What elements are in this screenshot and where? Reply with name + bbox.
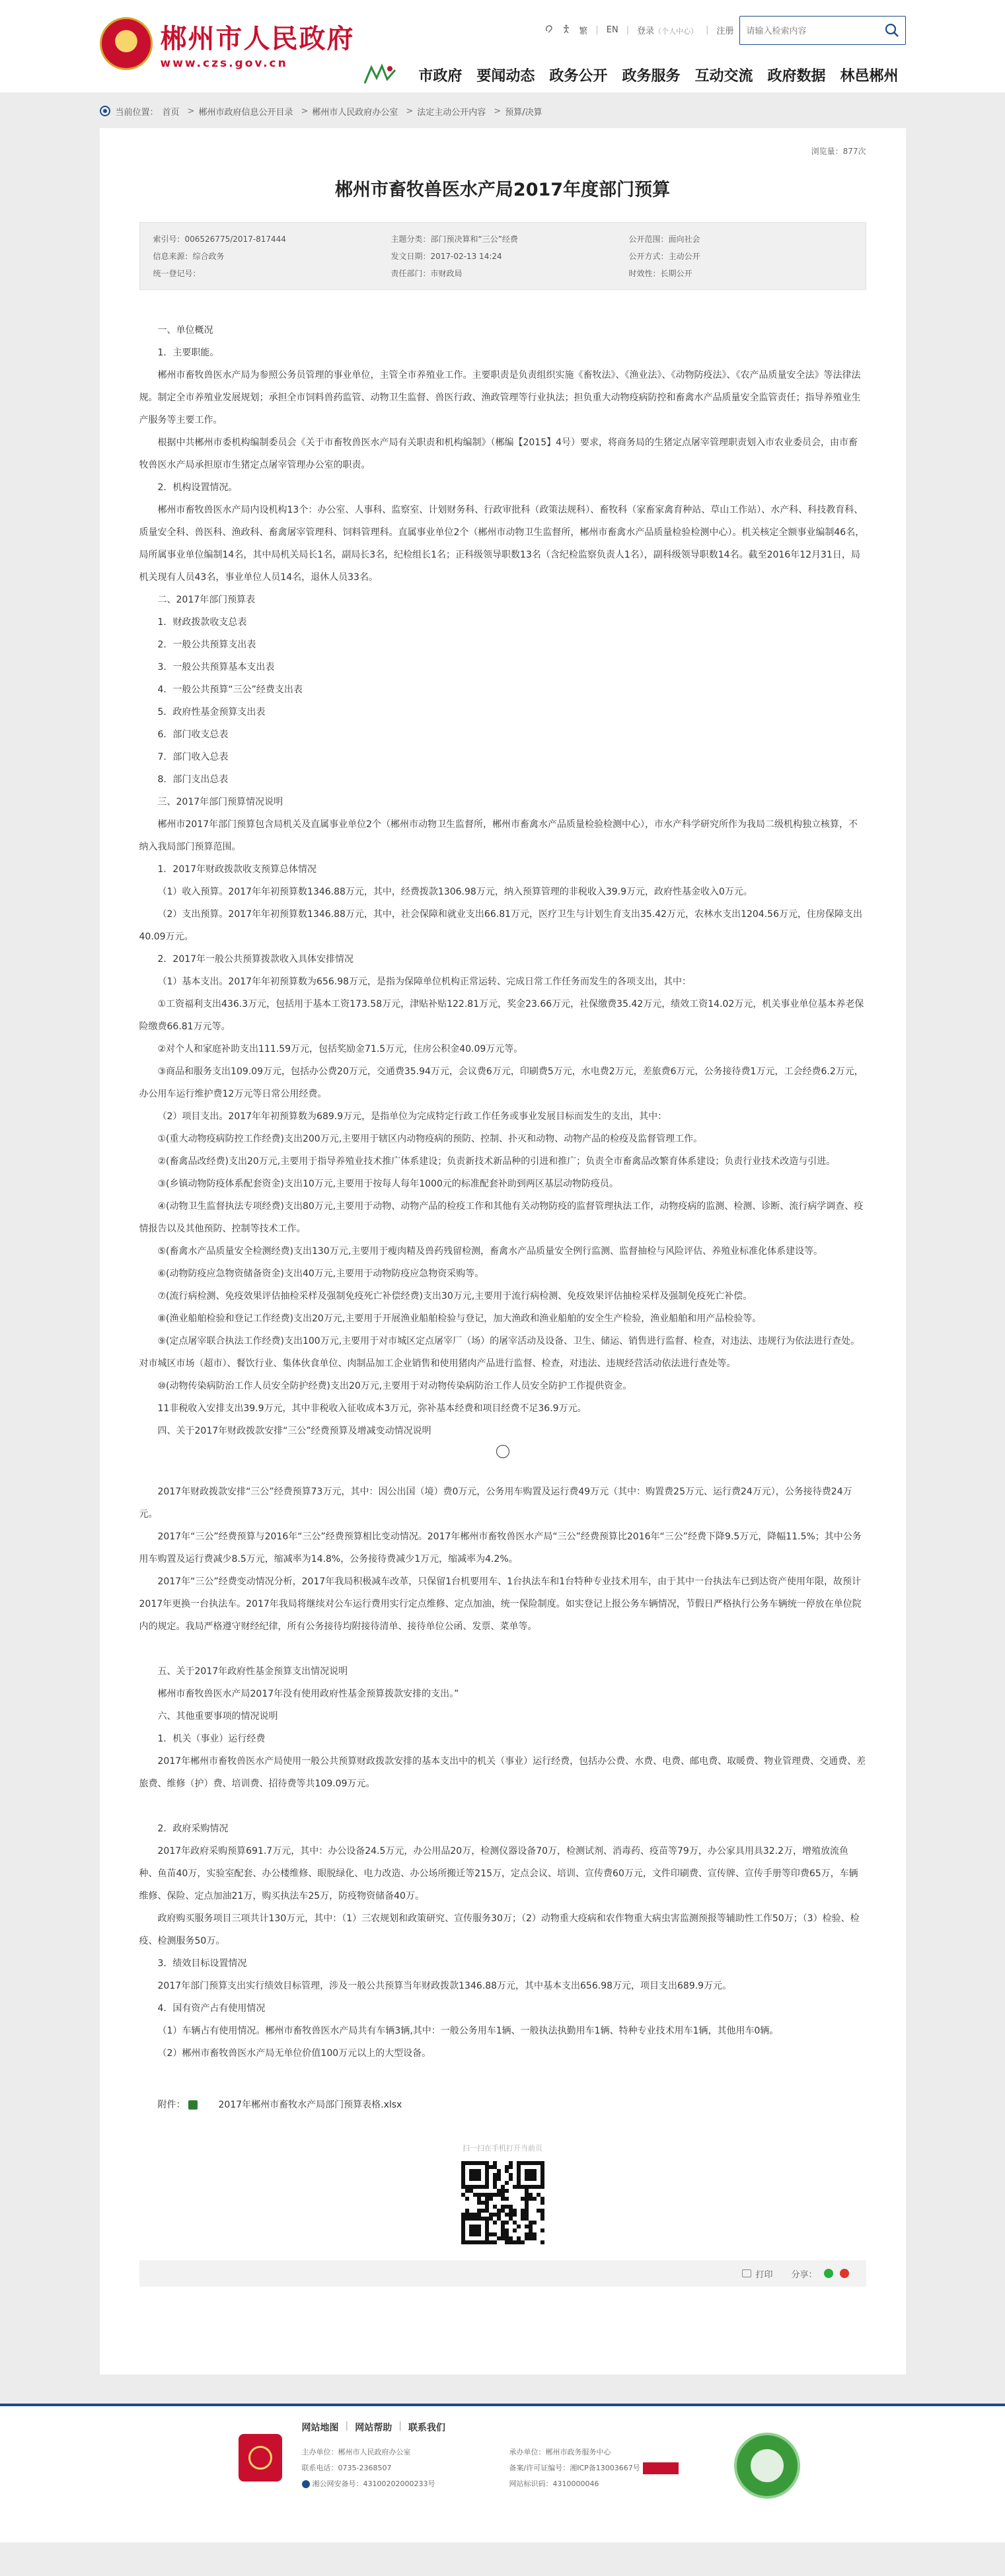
share-group xyxy=(791,2267,848,2280)
article-paragraph: 2017年郴州市畜牧兽医水产局使用一般公共预算财政拨款安排的基本支出中的机关（事业）运行经费，包括办公费、水费、电费、邮电费、取暖费、物业管理费、交通费、差旅费、维修（护）费、培训费、招待费等共109.09万元。 xyxy=(139,1756,866,1789)
view-count: 浏览量：877次 xyxy=(811,147,866,156)
article-paragraph: 1．2017年财政拨款收支预算总体情况 xyxy=(157,864,317,875)
nav-item-linyi[interactable]: 林邑郴州 xyxy=(840,67,899,85)
article-paragraph: ③(乡镇动物防疫体系配套资金)支出10万元,主要用于按每人每年1000元的标准配套补助到两区基层动物防疫员。 xyxy=(157,1179,618,1189)
location-icon xyxy=(100,106,110,116)
article-paragraph: 六、其他重要事项的情况说明 xyxy=(157,1711,278,1722)
breadcrumb: 当前位置： 首页 > 郴州市政府信息公开目录 > 郴州市人民政府办公室 > 法定主动公开内容 > 预算/决算 xyxy=(100,102,906,120)
police-badge-icon xyxy=(302,2480,310,2488)
article-paragraph: 五、关于2017年政府性基金预算支出情况说明 xyxy=(157,1666,348,1677)
attachment-label: 附件： xyxy=(157,2100,186,2110)
article-paragraph: （1）基本支出。2017年年初预算数为656.98万元，是指为保障单位机构正常运转、完成日常工作任务而发生的各项支出，其中： xyxy=(157,976,692,987)
article-paragraph: 5．政府性基金预算支出表 xyxy=(157,707,266,718)
footer-police[interactable]: 湘公网安备号：43100202000233号 xyxy=(312,2480,435,2488)
meta-index-no: 索引号：006526775/2017-817444 xyxy=(153,235,286,244)
article-paragraph: ①工资福利支出436.3万元，包括用于基本工资173.58万元，津贴补贴122.81万元，奖金23.66万元，社保缴费35.42万元，绩效工资14.02万元，机关事业单位基本养老保险缴费66.81万元等。 xyxy=(139,999,864,1032)
breadcrumb-item[interactable]: 首页 xyxy=(162,107,180,118)
article-paragraph: （1）车辆占有使用情况。郴州市畜牧兽医水产局共有车辆3辆,其中：一般公务用车1辆、一般执法执勤用车1辆、特种专业技术用车1辆，其他用车0辆。 xyxy=(157,2026,779,2036)
site-logo[interactable] xyxy=(100,17,355,70)
article-paragraph: ⑨(定点屠宰联合执法工作经费)支出100万元,主要用于对市城区定点屠宰厂（场）的屠宰活动及设备、卫生、储运、销售进行监督、检查，对违法、违规行为依法进行查处。 对市城区市场（超市）、餐饮行业、集体伙食单位、肉制品加工企业销售和使用猪肉产品进行监督、检查，对违法、违规经营活动依法进行查处等。 xyxy=(139,1336,902,1369)
breadcrumb-item[interactable]: 郴州市人民政府办公室 xyxy=(312,107,398,118)
article-paragraph: ②对个人和家庭补助支出111.59万元，包括奖励金71.5万元，住房公积金40.09万元等。 xyxy=(157,1044,523,1054)
article-paragraph: 11非税收入安排支出39.9万元，其中非税收入征收成本3万元，弥补基本经费和项目经费不足36.9万元。 xyxy=(157,1403,587,1414)
article-paragraph: 2．机构设置情况。 xyxy=(157,482,238,493)
weibo-icon[interactable] xyxy=(840,2269,849,2278)
article-paragraph: 8．部门支出总表 xyxy=(157,774,229,785)
footer-links: 网站地图 | 网站帮助 | 联系我们 xyxy=(301,2421,445,2433)
article-paragraph: 郴州市畜牧兽医水产局内设机构13个：办公室、人事科、监察室、计划财务科、行政审批科（政策法规科）、畜牧科（家畜家禽育种站、草山工作站）、水产科、科技教育科、质量安全科、兽医科、渔政科、畜禽屠宰管理科、饲料管理科。直属事业单位2个（郴州市动物卫生监督所，郴州市畜禽水产品质量检验检测中心）。机关核定全额事业编制46名，局所属事业单位编制14名，其中局机关局长1名，副局长3名，纪检组长1名；正科级领导职数13名（含纪检监察负责人1名），副科级领导职数14名。截至2016年12月31日，局机关现有人员43名，事业单位人员14名，退休人员33名。 xyxy=(139,505,865,583)
article-paragraph: 6．部门收支总表 xyxy=(157,729,229,740)
main-nav xyxy=(363,63,905,86)
share-label: 分享： xyxy=(791,2269,817,2280)
login-link[interactable]: 登录 xyxy=(637,26,655,36)
share-bar xyxy=(139,2260,866,2287)
article-paragraph: 1．财政拨款收支总表 xyxy=(157,617,247,628)
wechat-icon[interactable] xyxy=(824,2269,833,2278)
article-paragraph: 郴州市畜牧兽医水产局为参照公务员管理的事业单位，主管全市养殖业工作。主要职责是负责组织实施《畜牧法》、《渔业法》、《动物防疫法》、《农产品质量安全法》等法律法规。制定全市养殖业发展规划；承担全市饲料兽药监管、动物卫生监督、兽医行政、渔政管理等行业执法；担负重大动物疫病防控和畜禽水产品质量安全监管责任；指导养殖业生产服务等主要工作。 xyxy=(139,370,861,425)
traditional-chinese-link[interactable]: 繁 xyxy=(579,26,588,36)
print-label: 打印 xyxy=(755,2269,773,2280)
gov-site-badge-icon[interactable] xyxy=(643,2462,679,2474)
meta-category: 主题分类：部门预决算和“三公”经费 xyxy=(391,235,518,244)
breadcrumb-item[interactable]: 郴州市政府信息公开目录 xyxy=(198,107,293,118)
article-paragraph: 2017年财政拨款安排“三公”经费预算73万元，其中：因公出国（境）费0万元，公务用车购置及运行费49万元（其中：购置费25万元、运行费24万元），公务接待费24万元。 xyxy=(139,1487,852,1520)
error-report-badge-icon[interactable] xyxy=(734,2433,800,2499)
party-gov-badge-icon[interactable] xyxy=(239,2434,282,2482)
article-paragraph: 2．2017年一般公共预算拨款收入具体安排情况 xyxy=(157,954,354,965)
article-paragraph: ①(重大动物疫病防控工作经费)支出200万元,主要用于辖区内动物疫病的预防、控制、扑灭和动物、动物产品的检疫及监督管理工作。 xyxy=(157,1134,703,1144)
article-paragraph: ⑧(渔业船舶检验和登记工作经费)支出20万元,主要用于开展渔业船舶检验与登记，加大渔政和渔业船舶的安全生产检验，渔业船舶和用产品检验等。 xyxy=(157,1313,762,1324)
english-link[interactable]: EN xyxy=(606,25,618,35)
footer-site-code: 网站标识码：4310000046 xyxy=(509,2480,599,2488)
footer-organizer: 承办单位：郴州市政务服务中心 xyxy=(509,2448,611,2456)
site-footer xyxy=(0,2404,1005,2542)
article-paragraph: ④(动物卫生监督执法专项经费)支出80万元,主要用于动物、动物产品的检疫工作和其他有关动物防疫的监督管理执法工作，动物疫病的监测、检测、诊断、流行病学调查、疫情报告以及其他预防、控制等技术工作。 xyxy=(139,1201,864,1234)
article-paragraph: 4．国有资产占有使用情况 xyxy=(157,2003,266,2014)
meta-validity: 时效性：长期公开 xyxy=(628,269,692,278)
article-paragraph: ⑥(动物防疫应急物资储备资金)支出40万元,主要用于动物防疫应急物资采购等。 xyxy=(157,1269,484,1279)
metadata-table xyxy=(139,222,866,290)
article-paragraph: 1．主要职能。 xyxy=(157,348,219,358)
article-paragraph: 四、关于2017年财政拨款安排“三公”经费预算及增减变动情况说明 xyxy=(157,1426,431,1436)
meta-source: 信息来源：综合政务 xyxy=(153,252,225,261)
article-paragraph: ⑦(流行病检测、免疫效果评估抽检采样及强制免疫死亡补偿经费)支出30万元,主要用于流行病检测、免疫效果评估抽检采样及强制免疫死亡补偿。 xyxy=(157,1291,753,1302)
article-card xyxy=(100,128,906,2374)
article-paragraph: 1．机关（事业）运行经费 xyxy=(157,1734,266,1744)
footer-link-sitemap[interactable]: 网站地图 xyxy=(301,2423,339,2433)
article-title: 郴州市畜牧兽医水产局2017年度部门预算 xyxy=(334,180,671,200)
register-link[interactable]: 注册 xyxy=(716,26,734,36)
article-paragraph: ③商品和服务支出109.09万元，包括办公费20万元，交通费35.94万元，会议费6万元，印刷费5万元，水电费2万元，差旅费6万元，公务接待费1万元，工会经费6.2万元，办公用车运行维护费12万元等日常公用经费。 xyxy=(139,1066,864,1099)
article-paragraph: 2017年部门预算支出实行绩效目标管理，涉及一般公共预算当年财政拨款1346.88万元，其中基本支出656.98万元，项目支出689.9万元。 xyxy=(157,1981,732,1991)
article-paragraph: 2017年“三公”经费预算与2016年“三公”经费预算相比变动情况。2017年郴州市畜牧兽医水产局“三公”经费预算比2016年“三公”经费下降9.5万元，降幅11.5%；其中公务用车购置及运行费减少8.5万元，缩减率为14.8%，公务接待费减少1万元，缩减率为4.2%。 xyxy=(139,1531,862,1564)
footer-link-help[interactable]: 网站帮助 xyxy=(355,2423,392,2433)
meta-code: 统一登记号： xyxy=(153,269,201,278)
search-button[interactable] xyxy=(879,17,905,44)
article-paragraph: 7．部门收入总表 xyxy=(157,752,229,762)
site-name: 郴州市人民政府 xyxy=(160,22,355,54)
article-paragraph: 郴州市2017年部门预算包含局机关及直属事业单位2个（郴州市动物卫生监督所，郴州市畜禽水产品质量检验检测中心），市水产科学研究所作为我局二级机构独立核算，不纳入我局部门预算范围。 xyxy=(139,819,858,852)
article-paragraph: 3．绩效目标设置情况 xyxy=(157,1958,247,1969)
footer-phone: 联系电话：0735-2368507 xyxy=(301,2464,392,2472)
printer-icon xyxy=(742,2269,751,2277)
national-emblem-icon xyxy=(100,17,153,70)
search-input[interactable] xyxy=(740,17,879,44)
site-url: www.czs.gov.cn xyxy=(160,56,288,70)
article-paragraph: 2017年“三公”经费变动情况分析，2017年我局积极减车改革，只保留1台机要用车、1台执法车和1台特种专业技术用车，由于其中一台执法车已到达资产使用年限，故预计2017年更换一台执法车。2017年我局将继续对公车运行费用实行定点维修、定点加油，统一保险制度。如实登记上报公务车辆情况，节假日严格执行公务车辆统一停放在单位院内的规定。我局严格遵守财经纪律，所有公务接待均附接待清单、接待单位公函、发票、菜单等。 xyxy=(139,1576,862,1632)
qr-section xyxy=(139,2143,866,2247)
nav-item-government[interactable]: 市政府 xyxy=(418,67,463,85)
attachment-link[interactable]: 2017年郴州市畜牧水产局部门预算表格.xlsx xyxy=(218,2100,402,2110)
article-paragraph: （2）支出预算。2017年年初预算数1346.88万元，其中，社会保障和就业支出66.81万元，医疗卫生与计划生育支出35.42万元，农林水支出1204.56万元，住房保障支出40.09万元。 xyxy=(139,909,862,942)
print-button[interactable] xyxy=(742,2267,772,2280)
article-paragraph: （2）郴州市畜牧兽医水产局无单位价值100万元以上的大型设备。 xyxy=(157,2048,431,2059)
article-paragraph: 三、2017年部门预算情况说明 xyxy=(157,797,283,807)
article-paragraph: （1）收入预算。2017年年初预算数1346.88万元，其中，经费拨款1306.98万元，纳入预算管理的非税收入39.9万元，政府性基金收入0万元。 xyxy=(157,887,753,897)
breadcrumb-item[interactable]: 预算/决算 xyxy=(505,107,542,118)
nav-item-services[interactable]: 政务服务 xyxy=(622,67,681,85)
meta-method: 公开方式：主动公开 xyxy=(628,252,700,261)
article-paragraph: ⑩(动物传染病防治工作人员安全防护经费)支出20万元,主要用于对动物传染病防治工作人员安全防护工作提供资金。 xyxy=(157,1381,632,1391)
site-header xyxy=(0,0,1005,92)
article-paragraph: 3．一般公共预算基本支出表 xyxy=(157,662,275,673)
article-paragraph: 2．政府采购情况 xyxy=(157,1823,229,1834)
footer-icp[interactable]: 备案/许可证编号：湘ICP备13003667号 xyxy=(509,2464,640,2472)
nav-item-open-government[interactable]: 政务公开 xyxy=(549,67,608,85)
search-box xyxy=(739,16,906,45)
nav-item-news[interactable]: 要闻动态 xyxy=(476,67,535,85)
article-paragraph: ②(畜禽品改经费)支出20万元,主要用于指导养殖业技术推广体系建设；负责新技术新品种的引进和推广；负责全市畜禽品改繁育体系建设；负责行业技术改造与引进。 xyxy=(157,1156,836,1167)
circle-mark-icon xyxy=(496,1445,509,1458)
nav-item-interaction[interactable]: 互动交流 xyxy=(694,67,753,85)
footer-host: 主办单位：郴州市人民政府办公室 xyxy=(301,2448,411,2456)
article-paragraph: ⑤(畜禽水产品质量安全检测经费)支出130万元,主要用于瘦肉精及兽药残留检测，畜禽水产品质量安全例行监测、监督抽检与风险评估、养殖业标准化体系建设等。 xyxy=(157,1246,823,1257)
attachment-row xyxy=(139,2094,866,2116)
nav-item-data[interactable]: 政府数据 xyxy=(767,67,826,85)
excel-file-icon xyxy=(188,2100,198,2110)
accessibility-icon[interactable] xyxy=(562,24,571,36)
article-body xyxy=(139,319,902,2065)
article-paragraph: 郴州市畜牧兽医水产局2017年没有使用政府性基金预算拨款安排的支出。” xyxy=(157,1689,459,1699)
breadcrumb-label: 当前位置： xyxy=(115,107,159,118)
nav-decoration-icon xyxy=(363,63,396,86)
article-paragraph: 2．一般公共预算支出表 xyxy=(157,640,256,650)
footer-col-right xyxy=(509,2445,679,2492)
article-paragraph: 政府购买服务项目三项共计130万元，其中：（1）三农规划和政策研究、宣传服务30万；（2）动物重大疫病和农作物重大病虫害监测预报等辅助性工作50万；（3）检验、检疫、检测服务50万。 xyxy=(139,1913,860,1946)
article-paragraph: 根据中共郴州市委机构编制委员会《关于市畜牧兽医水产局有关职责和机构编制》（郴编【2015】4号）要求，将商务局的生猪定点屠宰管理职责划入市农业委员会，由市畜牧兽医水产局承担原市生猪定点屠宰管理办公室的职责。 xyxy=(139,437,858,470)
article-paragraph: 2017年政府采购预算691.7万元，其中：办公设备24.5万元，办公用品20万，检测仪器设备70万，检测试剂、消毒药、疫苗等79万，办公家具用具32.2万，增殖放流鱼种、鱼苗40万，实验室配套、办公楼维修、眼脱绿化、电力改造、办公场所搬迁等215万，定点会议、培训、宣传费60万元，文件印刷费、宣传牌、宣传手册等印费65万，车辆维修、保险、定点加油21万，购买执法车25万，防疫物资储备40万。 xyxy=(139,1846,858,1901)
footer-link-contact[interactable]: 联系我们 xyxy=(408,2423,445,2433)
breadcrumb-item[interactable]: 法定主动公开内容 xyxy=(417,107,486,118)
hearing-aid-icon[interactable] xyxy=(544,24,554,36)
meta-dept: 责任部门：市财政局 xyxy=(391,269,463,278)
footer-col-left xyxy=(302,2445,435,2492)
article-paragraph: 一、单位概况 xyxy=(157,325,213,336)
qr-caption: 扫一扫在手机打开当前页 xyxy=(463,2144,542,2153)
qr-code xyxy=(459,2158,547,2247)
article-paragraph: 4．一般公共预算“三公”经费支出表 xyxy=(157,684,303,695)
search-icon xyxy=(885,23,899,38)
article-paragraph: 二、2017年部门预算表 xyxy=(157,595,256,605)
meta-scope: 公开范围：面向社会 xyxy=(628,235,700,244)
meta-date: 发文日期：2017-02-13 14:24 xyxy=(391,252,502,261)
top-links: 繁 | EN | 登录（个人中心） | 注册 xyxy=(544,24,733,36)
personal-center-link[interactable]: （个人中心） xyxy=(654,27,698,36)
article-paragraph: （2）项目支出。2017年年初预算数为689.9万元，是指单位为完成特定行政工作任务或事业发展目标而发生的支出，其中： xyxy=(157,1111,667,1122)
